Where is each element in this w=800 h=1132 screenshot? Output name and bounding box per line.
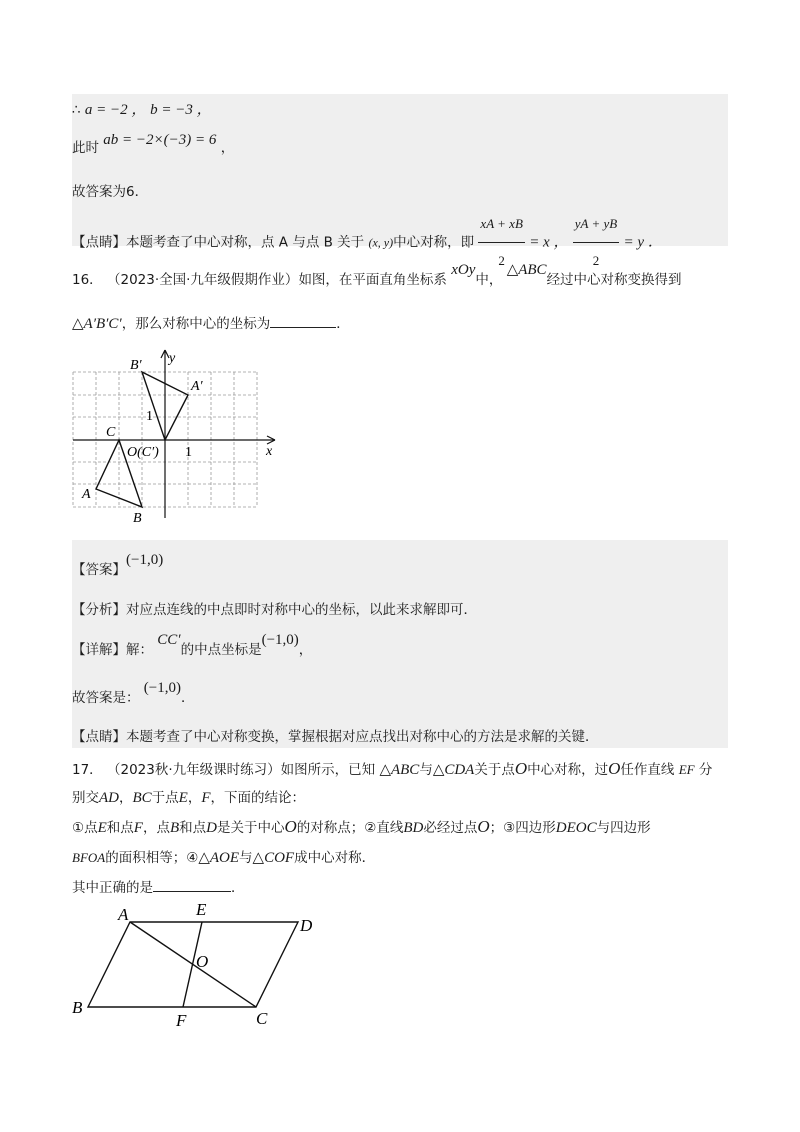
q16-xiangjie-text2: 的中点坐标是 bbox=[180, 642, 262, 658]
label-o: O bbox=[196, 952, 209, 971]
q17-question-tail: ． bbox=[231, 880, 245, 896]
q16-coordinate-figure bbox=[70, 348, 285, 528]
q17-text5: 任作直线 bbox=[620, 762, 675, 778]
q17-conclusions-line2 bbox=[72, 846, 375, 867]
q17-e: E bbox=[178, 790, 188, 806]
label-origin: O(C′) bbox=[127, 445, 159, 460]
q15-answer-line: 故答案为6． bbox=[72, 184, 149, 200]
label-b: B bbox=[133, 511, 142, 526]
q17-stem-line1 bbox=[72, 758, 712, 779]
q17-c1-o: O bbox=[284, 817, 297, 836]
q15-therefore-line bbox=[72, 98, 212, 119]
label-one-y: 1 bbox=[146, 409, 153, 424]
label-f: F bbox=[176, 1011, 187, 1030]
q16-xiangjie-tail: ， bbox=[298, 642, 313, 658]
label-c: C bbox=[106, 425, 116, 440]
q16-xiangjie-text1: 解： bbox=[126, 642, 153, 658]
q17-text3: 关于点 bbox=[474, 762, 515, 778]
q17-c1-mid: 和点 bbox=[106, 820, 134, 836]
q17-c4-aoe: △AOE bbox=[198, 850, 240, 866]
q17-number: 17． bbox=[72, 762, 103, 778]
q15-line2-tail: ， bbox=[220, 140, 235, 156]
label-b-prime: B′ bbox=[130, 358, 142, 373]
q15-frac2-tail: = y ． bbox=[623, 234, 663, 251]
label-a: A bbox=[118, 905, 129, 924]
q16-xiangjie-value: (−1,0) bbox=[261, 632, 299, 648]
q17-line2-a: 别交 bbox=[72, 790, 99, 806]
fenxi-tag: 【分析】 bbox=[72, 602, 126, 618]
q15-fraction-y: $\frac{yA + yB}{2}$ bbox=[573, 206, 619, 279]
q17-c4-cof: △COF bbox=[252, 850, 295, 866]
q17-c4-mid: 与 bbox=[239, 850, 253, 866]
q17-question-text: 其中正确的是 bbox=[72, 880, 153, 896]
q16-answer-value: (−1,0) bbox=[126, 552, 164, 568]
label-a-prime: A′ bbox=[191, 379, 203, 394]
dianjing-tag: 【点睛】 bbox=[72, 234, 126, 251]
label-e: E bbox=[196, 900, 207, 919]
q17-c3-mid: 与四边形 bbox=[596, 820, 651, 836]
q17-answer-blank bbox=[153, 877, 231, 892]
q17-line-ef: EF bbox=[678, 762, 695, 777]
q17-c3-tail: 的面积相等；④ bbox=[105, 850, 199, 866]
q17-c1-mid2: ，点 bbox=[142, 820, 170, 836]
label-x: x bbox=[266, 444, 273, 459]
label-one-x: 1 bbox=[185, 445, 192, 460]
q17-text4: 中心对称，过 bbox=[527, 762, 609, 778]
q15-product-line bbox=[72, 128, 235, 156]
q17-c4-tail: 成中心对称． bbox=[294, 850, 376, 866]
q17-text2: 与 bbox=[419, 762, 433, 778]
q17-c3-deoc: DEOC bbox=[555, 820, 597, 836]
q16-xiangjie bbox=[72, 628, 313, 658]
therefore-symbol: ∴ bbox=[72, 102, 81, 118]
answer-tag: 【答案】 bbox=[72, 562, 126, 578]
q16-segment-cc: CC′ bbox=[157, 632, 181, 648]
q15-values: a = −2 ， b = −3 ， bbox=[84, 102, 212, 118]
q17-line2-b: 于点 bbox=[151, 790, 179, 806]
q17-conclusions-line1 bbox=[72, 816, 651, 837]
q16-text3: 经过中心对称变换得到 bbox=[546, 272, 682, 288]
label-a: A bbox=[82, 487, 91, 502]
q17-c1-e: E bbox=[97, 820, 107, 836]
q17-text6: 分 bbox=[698, 762, 713, 778]
q16-triangle2: △A′B′C′ bbox=[72, 316, 122, 332]
q16-number: 16． bbox=[72, 272, 103, 288]
q17-c2-bd: BD bbox=[403, 820, 424, 836]
dianjing-tag: 【点睛】 bbox=[72, 729, 126, 745]
q17-c1-pre: ①点 bbox=[72, 820, 98, 836]
q17-c1-mid4: 是关于中心 bbox=[216, 820, 285, 836]
q16-fenxi-text: 对应点连线的中点即时对称中心的坐标，以此来求解即可． bbox=[126, 602, 477, 618]
q17-c1-d: D bbox=[206, 820, 217, 836]
q15-dianjing-text2: 中心对称，即 bbox=[393, 234, 475, 251]
label-y: y bbox=[169, 351, 176, 366]
q17-point-o: O bbox=[514, 759, 528, 778]
q16-answer-line-label: 故答案是： bbox=[72, 690, 140, 706]
q15-frac1-tail: = x ， bbox=[529, 234, 569, 251]
q17-line2-c: ，下面的结论： bbox=[210, 790, 306, 806]
q17-stem-line2 bbox=[72, 786, 305, 807]
q17-c2-mid: 必经过点 bbox=[423, 820, 478, 836]
q16-text5: ． bbox=[336, 316, 350, 332]
q17-comma2: ， bbox=[187, 790, 202, 806]
q17-point-o2: O bbox=[608, 759, 621, 778]
q16-answer-line-value: (−1,0) bbox=[143, 680, 181, 696]
q16-dianjing-text: 本题考查了中心对称变换，掌握根据对应点找出对称中心的方法是求解的关键． bbox=[126, 729, 599, 745]
q17-c3-bfoa: BFOA bbox=[72, 850, 106, 865]
q16-answer-line bbox=[72, 676, 195, 706]
label-d: D bbox=[300, 916, 313, 935]
q16-text1: 如图，在平面直角坐标系 bbox=[298, 272, 447, 288]
q17-question bbox=[72, 876, 245, 896]
q17-c2-tail: ；③四边形 bbox=[489, 820, 556, 836]
q17-parallelogram-figure bbox=[68, 900, 328, 1030]
q16-stem-line1 bbox=[72, 262, 682, 289]
xiangjie-tag: 【详解】 bbox=[72, 642, 126, 658]
q16-answer-line-tail: ． bbox=[181, 690, 195, 706]
q15-fraction-x: $\frac{xA + xB}{2}$ bbox=[478, 206, 524, 279]
q16-stem-line2 bbox=[72, 312, 350, 333]
q15-point: (x, y) bbox=[368, 235, 394, 250]
q16-text4: ，那么对称中心的坐标为 bbox=[121, 316, 271, 332]
q17-c1-b: B bbox=[169, 820, 180, 836]
q16-fenxi bbox=[72, 598, 477, 618]
q17-tri2: △CDA bbox=[432, 762, 475, 778]
q17-text1: 如图所示，已知 bbox=[280, 762, 376, 778]
label-b: B bbox=[72, 998, 83, 1017]
q16-system: xOy bbox=[451, 262, 476, 278]
q16-text2: 中， bbox=[475, 272, 503, 288]
q17-comma1: ， bbox=[119, 790, 133, 806]
q15-dianjing-text: 本题考查了中心对称，点 A 与点 B 关于 bbox=[126, 234, 365, 251]
q15-line2-label: 此时 bbox=[72, 140, 99, 156]
label-c: C bbox=[256, 1009, 268, 1028]
q17-bc: BC bbox=[132, 790, 152, 806]
q17-c1-f: F bbox=[133, 820, 143, 836]
q17-source: （2023秋·九年级课时练习） bbox=[106, 762, 281, 778]
q16-answer-blank bbox=[270, 313, 336, 328]
q17-ad: AD bbox=[99, 790, 119, 806]
q17-tri1: △ABC bbox=[379, 762, 420, 778]
q16-source: （2023·全国·九年级假期作业） bbox=[106, 272, 299, 288]
q16-triangle: △ABC bbox=[506, 262, 547, 278]
q17-c1-tail: 的对称点；②直线 bbox=[296, 820, 404, 836]
q16-answer bbox=[72, 548, 164, 578]
q17-c2-o: O bbox=[477, 817, 490, 836]
q16-dianjing bbox=[72, 725, 599, 745]
q15-product-expr: ab = −2×(−3) = 6 bbox=[103, 132, 217, 148]
q17-c1-mid3: 和点 bbox=[179, 820, 207, 836]
q17-f: F bbox=[201, 790, 211, 806]
